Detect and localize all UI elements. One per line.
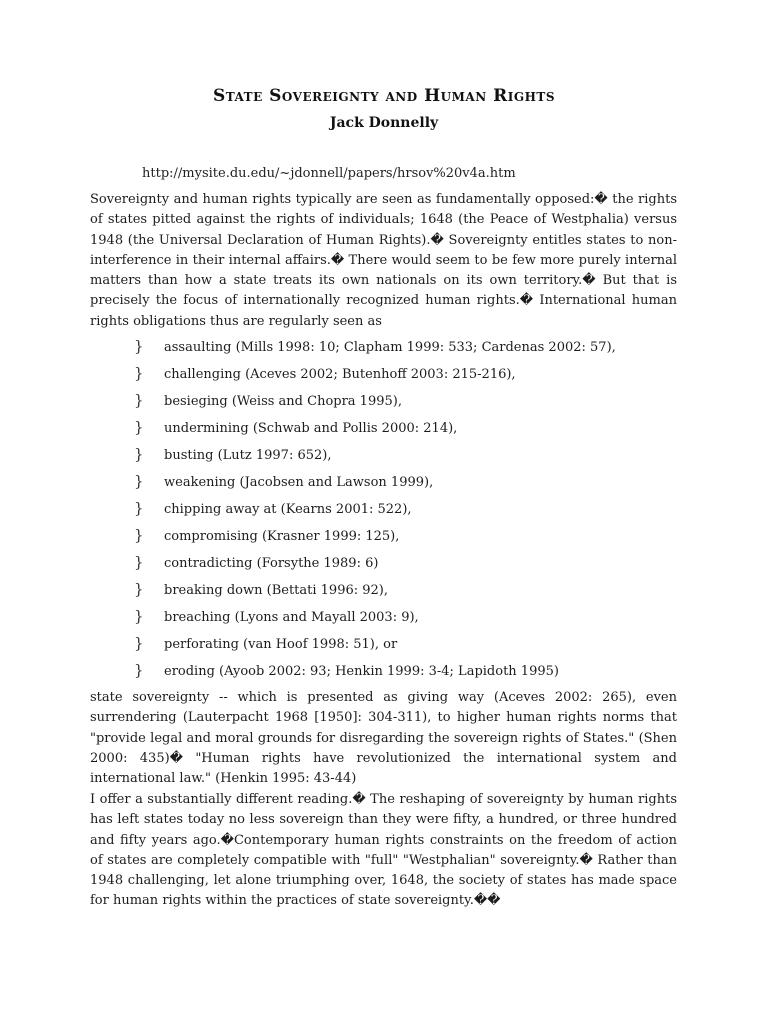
bullet-icon: }	[134, 391, 144, 409]
intro-paragraph: Sovereignty and human rights typically are seen as fundamentally opposed:� the rights of states pitted against the rights of individuals; 1648 (the Peace of Westphalia) versus 1948 (the Universal Declaration of Human Rights).� Sovereignty entitles states to non-interference in their internal affairs.� There would seem to be few more purely internal matters than how a state treats its own nationals on its own territory.� But that is precisely the focus of internationally recognized human rights.� International human rights obligations thus are regularly seen as	[90, 192, 677, 329]
list-item	[134, 522, 694, 549]
list-item-text: challenging (Aceves 2002; Butenhoff 2003: 215-216),	[164, 367, 516, 382]
list-item-text: busting (Lutz 1997: 652),	[164, 448, 332, 463]
list-item-text: chipping away at (Kearns 2001: 522),	[164, 502, 412, 517]
list-item-text: compromising (Krasner 1999: 125),	[164, 529, 400, 544]
bullet-icon: }	[134, 445, 144, 463]
bullet-icon: }	[134, 526, 144, 544]
continuation-paragraph: state sovereignty -- which is presented as giving way (Aceves 2002: 265), even surrendering (Lauterpacht 1968 [1950]: 304-311), to higher human rights norms that "provide legal and moral grounds for disregarding the sovereign rights of States." (Shen 2000: 435)� "Human rights have revolutionized the international system and international law." (Henkin 1995: 43-44)	[90, 690, 677, 787]
list-item	[134, 441, 694, 468]
list-item	[134, 414, 694, 441]
bullet-icon: }	[134, 499, 144, 517]
list-item	[134, 333, 694, 360]
list-item	[134, 495, 694, 522]
bullet-icon: }	[134, 661, 144, 679]
list-item-text: breaking down (Bettati 1996: 92),	[164, 583, 388, 598]
bullet-icon: }	[134, 472, 144, 490]
list-item-text: perforating (van Hoof 1998: 51), or	[164, 637, 398, 652]
list-item-text: contradicting (Forsythe 1989: 6)	[164, 556, 379, 571]
document-title: State Sovereignty and Human Rights	[212, 86, 556, 106]
list-item-text: eroding (Ayoob 2002: 93; Henkin 1999: 3-4; Lapidoth 1995)	[164, 664, 559, 679]
list-item	[134, 360, 694, 387]
list-item	[134, 468, 694, 495]
document-author: Jack Donnelly	[329, 115, 439, 131]
list-item	[134, 576, 694, 603]
bullet-icon: }	[134, 418, 144, 436]
list-item-text: assaulting (Mills 1998: 10; Clapham 1999: 533; Cardenas 2002: 57),	[164, 340, 616, 355]
bullet-icon: }	[134, 634, 144, 652]
bullet-icon: }	[134, 364, 144, 382]
bullet-icon: }	[134, 607, 144, 625]
source-url: http://mysite.du.edu/~jdonnell/papers/hrsov%20v4a.htm	[142, 166, 516, 181]
bullet-icon: }	[134, 580, 144, 598]
list-item	[134, 657, 694, 684]
thesis-paragraph: I offer a substantially different reading.� The reshaping of sovereignty by human rights has left states today no less sovereign than they were fifty, a hundred, or three hundred and fifty years ago.�Contemporary human rights constraints on the freedom of action of states are completely compatible with "full" "Westphalian" sovereignty.� Rather than 1948 challenging, let alone triumphing over, 1648, the society of states has made space for human rights within the practices of state sovereignty.��	[90, 792, 677, 909]
bullet-list	[134, 333, 694, 684]
list-item-text: besieging (Weiss and Chopra 1995),	[164, 394, 402, 409]
list-item	[134, 630, 694, 657]
list-item-text: weakening (Jacobsen and Lawson 1999),	[164, 475, 434, 490]
list-item	[134, 549, 694, 576]
list-item-text: breaching (Lyons and Mayall 2003: 9),	[164, 610, 419, 625]
bullet-icon: }	[134, 553, 144, 571]
bullet-icon: }	[134, 337, 144, 355]
list-item-text: undermining (Schwab and Pollis 2000: 214),	[164, 421, 458, 436]
list-item	[134, 603, 694, 630]
list-item	[134, 387, 694, 414]
